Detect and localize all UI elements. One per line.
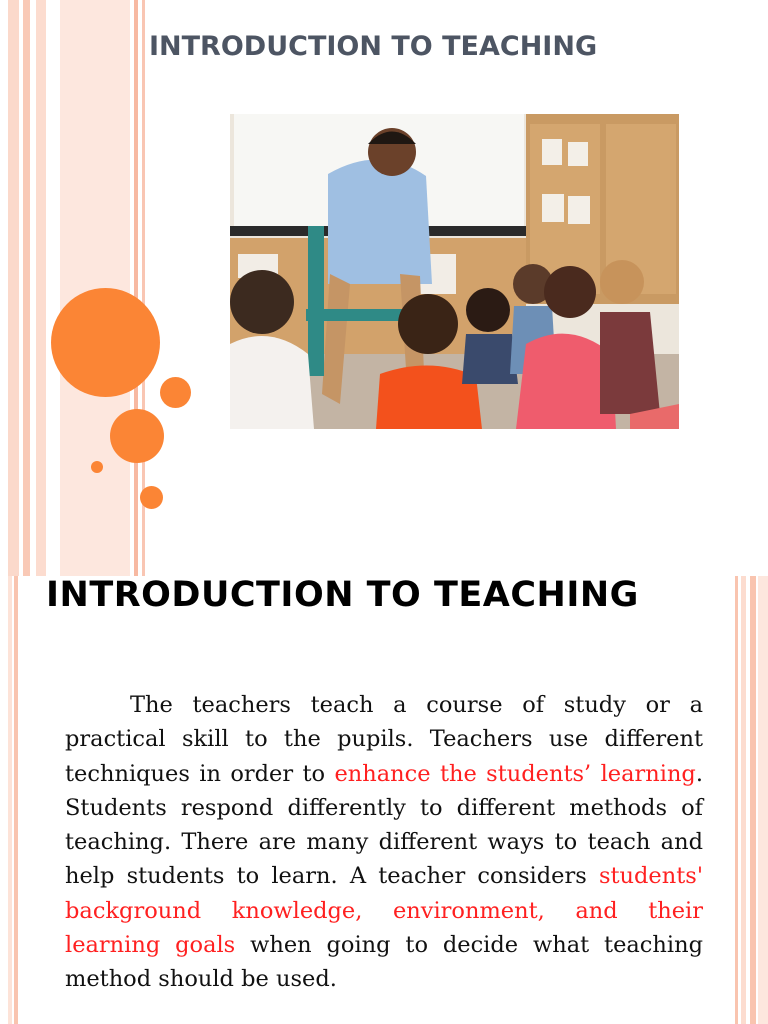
right-stripe [758, 576, 768, 1024]
decorative-circle-large [51, 288, 160, 397]
body-paragraph [65, 688, 703, 997]
right-stripe [750, 576, 756, 1024]
body-text: The teachers teach a course of study or a practical skill to the pupils. Teachers use different techniques in order to [65, 692, 703, 787]
right-stripe [741, 576, 746, 1024]
classroom-photo [230, 114, 679, 429]
decorative-circle-small [91, 461, 103, 473]
body-text: when going to decide what teaching method should be used. [65, 932, 703, 993]
highlighted-text: enhance the students’ learning [334, 760, 696, 787]
decorative-circle [160, 377, 191, 408]
highlighted-text: students' background knowledge, environment, and their learning goals [65, 863, 703, 959]
right-stripe [735, 576, 738, 1024]
decorative-stripes [0, 0, 150, 576]
left-stripe [14, 576, 18, 1024]
decorative-circle [110, 409, 164, 463]
left-stripe [8, 576, 12, 1024]
slide-title: INTRODUCTION TO TEACHING [46, 576, 639, 615]
slide-2 [0, 576, 768, 1024]
slide-title: INTRODUCTION TO TEACHING [149, 31, 598, 62]
decorative-circle [140, 486, 163, 509]
body-text: . Students respond differently to different methods of teaching. There are many different ways to teach and help students to learn. A teacher considers [65, 760, 703, 890]
